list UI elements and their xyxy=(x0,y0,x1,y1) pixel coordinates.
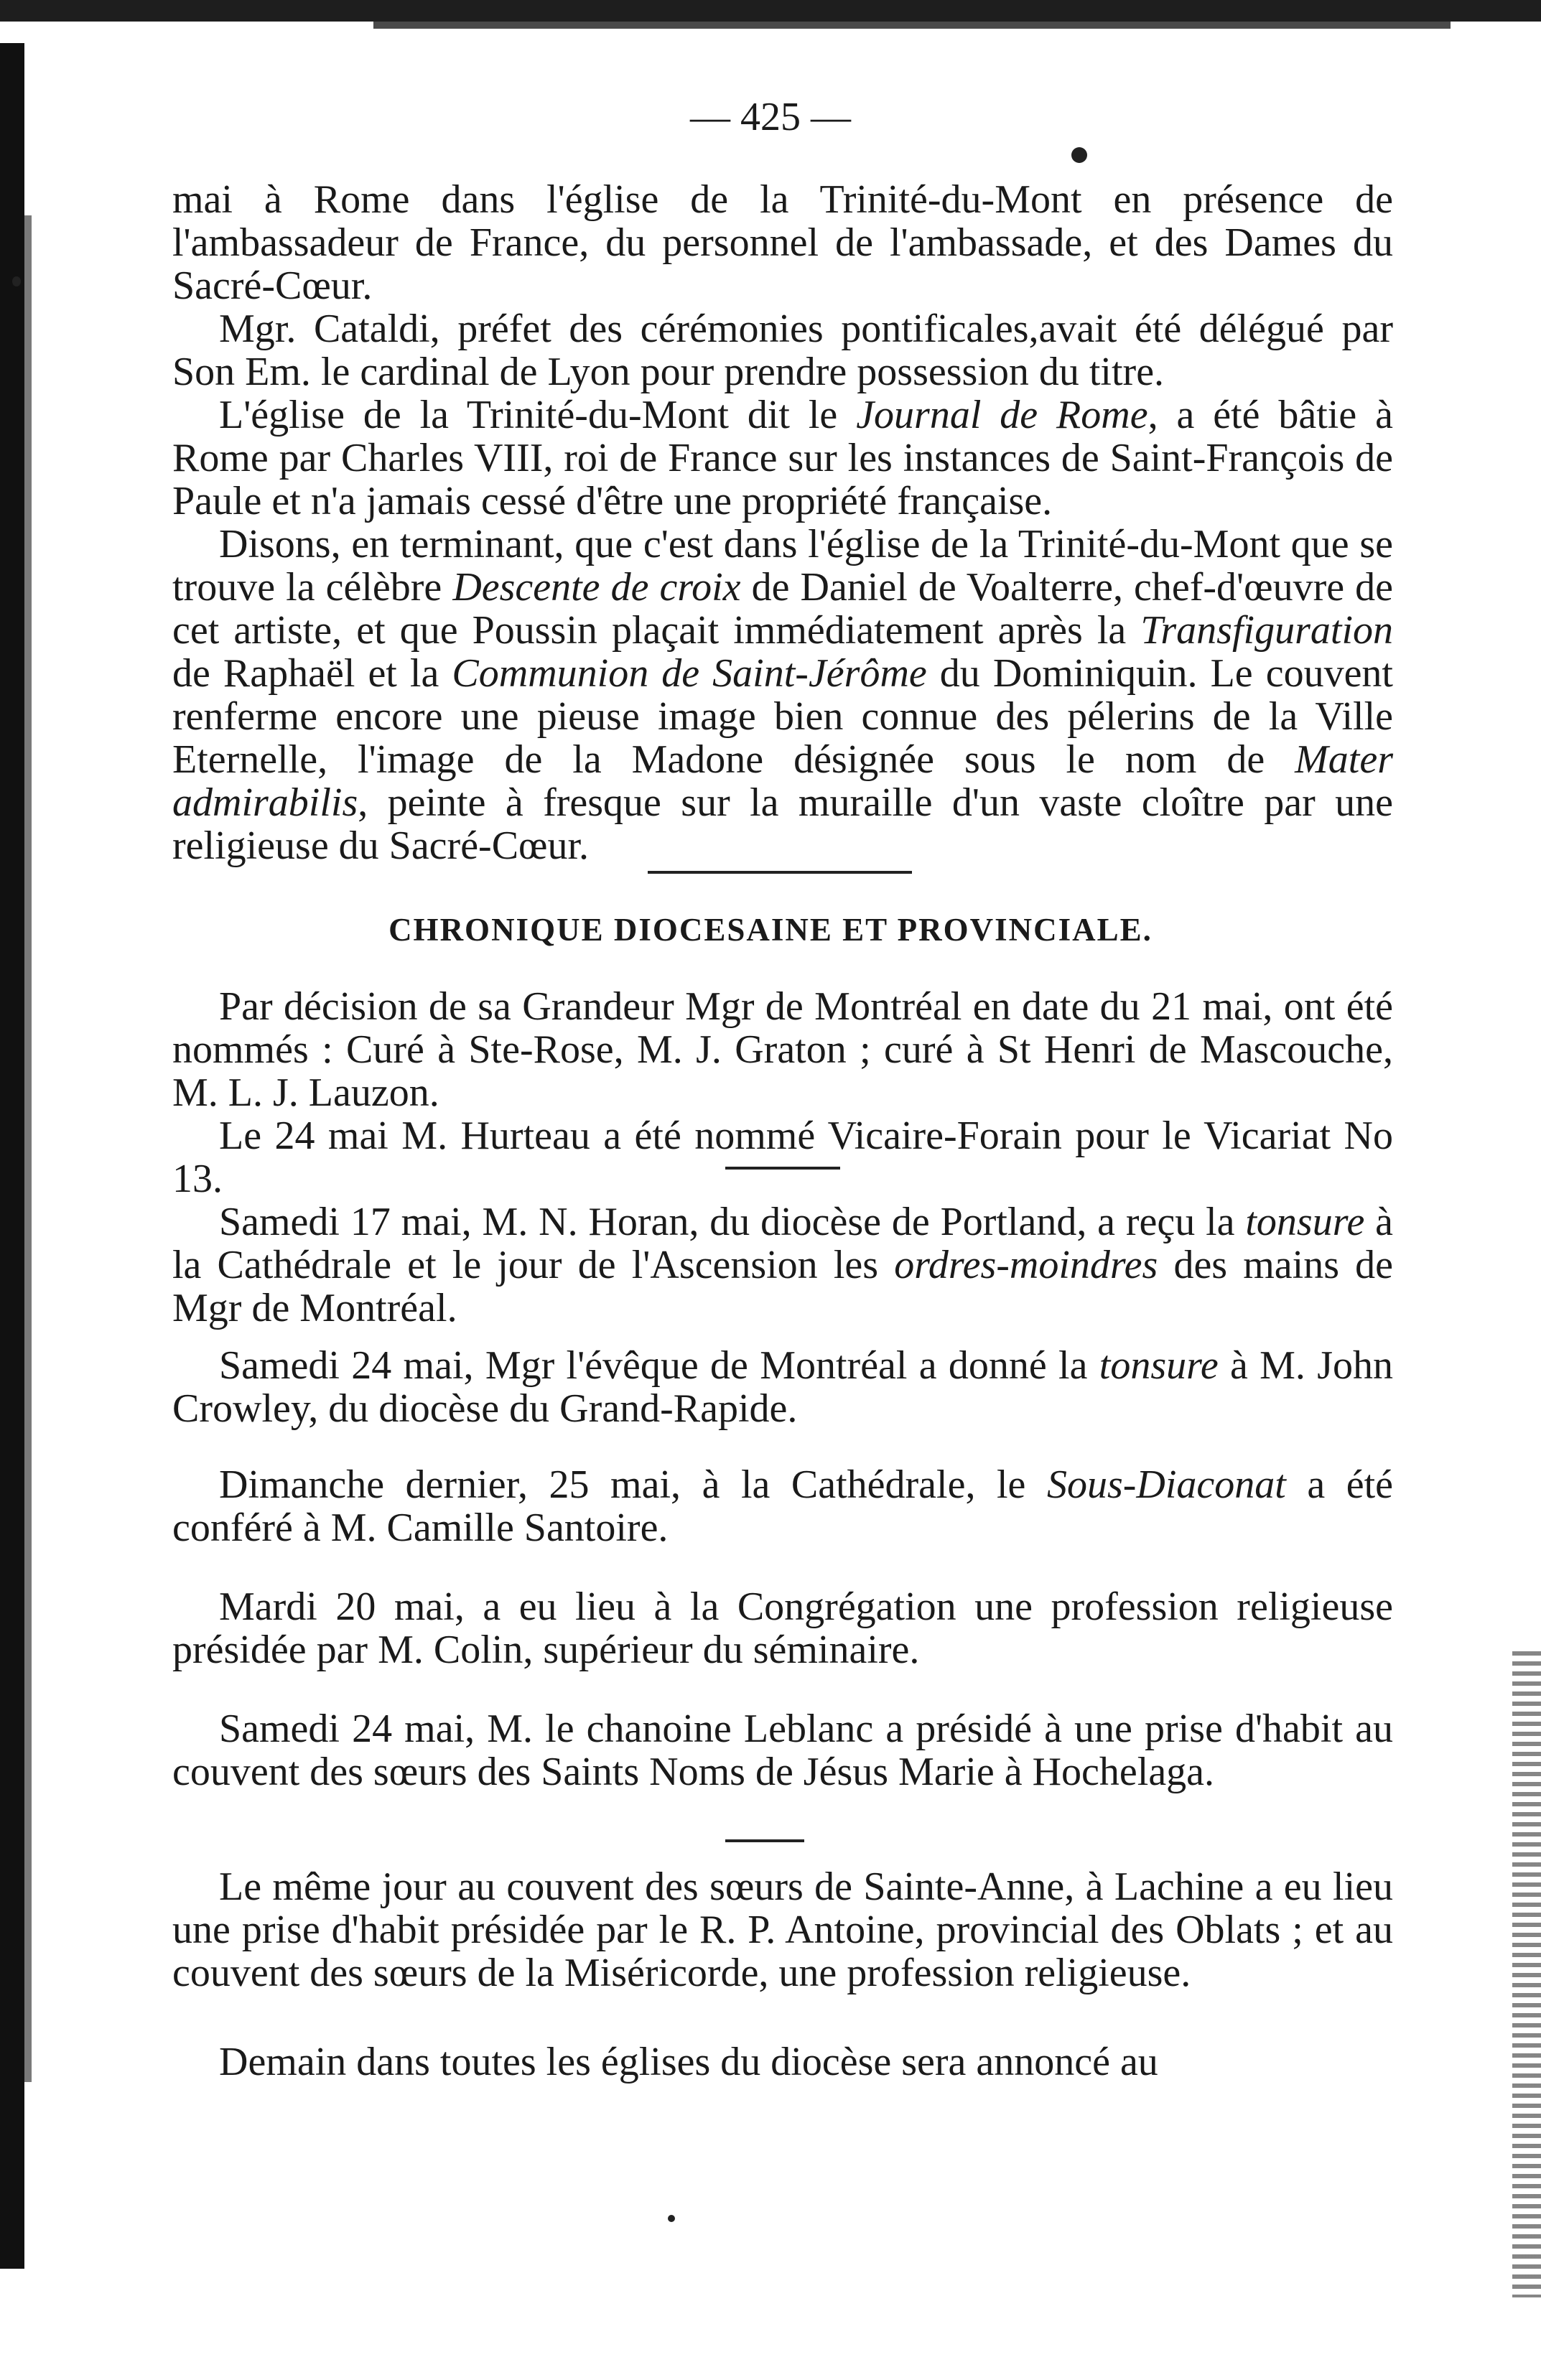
paragraph-chronicle-9: Demain dans toutes les églises du diocèse sera annoncé au xyxy=(219,2040,1158,2084)
paragraph-chronicle-2: Le 24 mai M. Hurteau a été nommé Vicaire-Forain pour le Vicariat No 13. xyxy=(172,1114,1393,1201)
chronicle-3-text-c: des mains de Mgr de Montréal. xyxy=(172,1243,1394,1330)
paragraph-chronicle-5 xyxy=(172,1463,1393,1549)
chronicle-3-ordres: ordres-moindres xyxy=(894,1243,1158,1287)
scan-border-top xyxy=(0,0,1541,22)
section-divider xyxy=(648,871,912,874)
chronicle-5-text-b: a été conféré à M. Camille Santoire. xyxy=(172,1462,1394,1550)
paragraph-chronicle-6: Mardi 20 mai, a eu lieu à la Congrégation une profession religieuse présidée par M. Colin, supérieur du séminaire. xyxy=(172,1585,1393,1672)
page-number: — 425 — xyxy=(690,95,851,139)
paragraph-chronicle-1: Par décision de sa Grandeur Mgr de Montréal en date du 21 mai, ont été nommés : Curé à Ste-Rose, M. J. Graton ; curé à St Henri de Mascouche, M. L. J. Lauzon. xyxy=(172,984,1393,1115)
ink-speck xyxy=(1071,147,1087,163)
chronicle-5-text-a: Dimanche dernier, 25 mai, à la Cathédrale, le xyxy=(219,1462,1026,1507)
paragraph-chronicle-7: Samedi 24 mai, M. le chanoine Leblanc a présidé à une prise d'habit au couvent des sœurs des Saints Noms de Jésus Marie à Hochelaga. xyxy=(172,1707,1393,1794)
paragraph-chronicle-8: Le même jour au couvent des sœurs de Sainte-Anne, à Lachine a eu lieu une prise d'habit présidée par le R. P. Antoine, provincial des Oblats ; et au couvent des sœurs de la Miséricorde, une profession religieuse. xyxy=(172,1865,1393,1995)
chronicle-4-tonsure: tonsure xyxy=(1099,1343,1219,1388)
scan-border-left xyxy=(0,43,24,2269)
paragraph-chronicle-3 xyxy=(172,1200,1393,1330)
paragraph-intro-3: L'église de la Trinité-du-Mont dit le Journal de Rome, a été bâtie à Rome par Charles VIII, roi de France sur les instances de Saint-François de Paule et n'a jamais cessé d'être une propriété française. xyxy=(172,393,1393,523)
section-heading: CHRONIQUE DIOCESAINE ET PROVINCIALE. xyxy=(388,912,1153,948)
paragraph-intro-4: Disons, en terminant, que c'est dans l'église de la Trinité-du-Mont que se trouve la célèbre Descente de croix de Daniel de Voalterre, chef-d'œuvre de cet artiste, et que Poussin plaçait immédiatement après la Transfiguration de Raphaël et la Communion de Saint-Jérôme du Dominiquin. Le couvent renferme encore une pieuse image bien connue des pélerins de la Ville Eternelle, l'image de la Madone désignée sous le nom de Mater admirabilis, peinte à fresque sur la muraille d'un vaste cloître par une religieuse du Sacré-Cœur. xyxy=(172,522,1393,868)
chronicle-3-text-a: Samedi 17 mai, M. N. Horan, du diocèse de Portland, a reçu la xyxy=(219,1200,1235,1244)
chronicle-5-sous-diaconat: Sous-Diaconat xyxy=(1046,1462,1286,1507)
ink-speck xyxy=(12,276,21,286)
chronicle-3-text-b: à la Cathédrale et le jour de l'Ascension les xyxy=(172,1200,1394,1287)
inline-divider xyxy=(725,1167,840,1170)
chronicle-3-tonsure: tonsure xyxy=(1245,1200,1365,1244)
paragraph-intro-2: Mgr. Cataldi, préfet des cérémonies pontificales,avait été délégué par Son Em. le cardinal de Lyon pour prendre possession du titre. xyxy=(172,307,1393,394)
inline-divider xyxy=(725,1839,804,1842)
chronicle-4-text-a: Samedi 24 mai, Mgr l'évêque de Montréal a donné la xyxy=(219,1343,1088,1388)
ink-speck xyxy=(668,2215,675,2222)
scan-border-right xyxy=(1512,1651,1541,2297)
paragraph-intro-1: mai à Rome dans l'église de la Trinité-du-Mont en présence de l'ambassadeur de France, du personnel de l'ambassade, et des Dames du Sacré-Cœur. xyxy=(172,177,1393,308)
scan-border-left-shadow xyxy=(24,215,32,2082)
paragraph-chronicle-4 xyxy=(172,1344,1393,1430)
chronicle-4-text-b: à M. John Crowley, du diocèse du Grand-Rapide. xyxy=(172,1343,1394,1431)
scan-border-top-shadow xyxy=(373,22,1451,29)
